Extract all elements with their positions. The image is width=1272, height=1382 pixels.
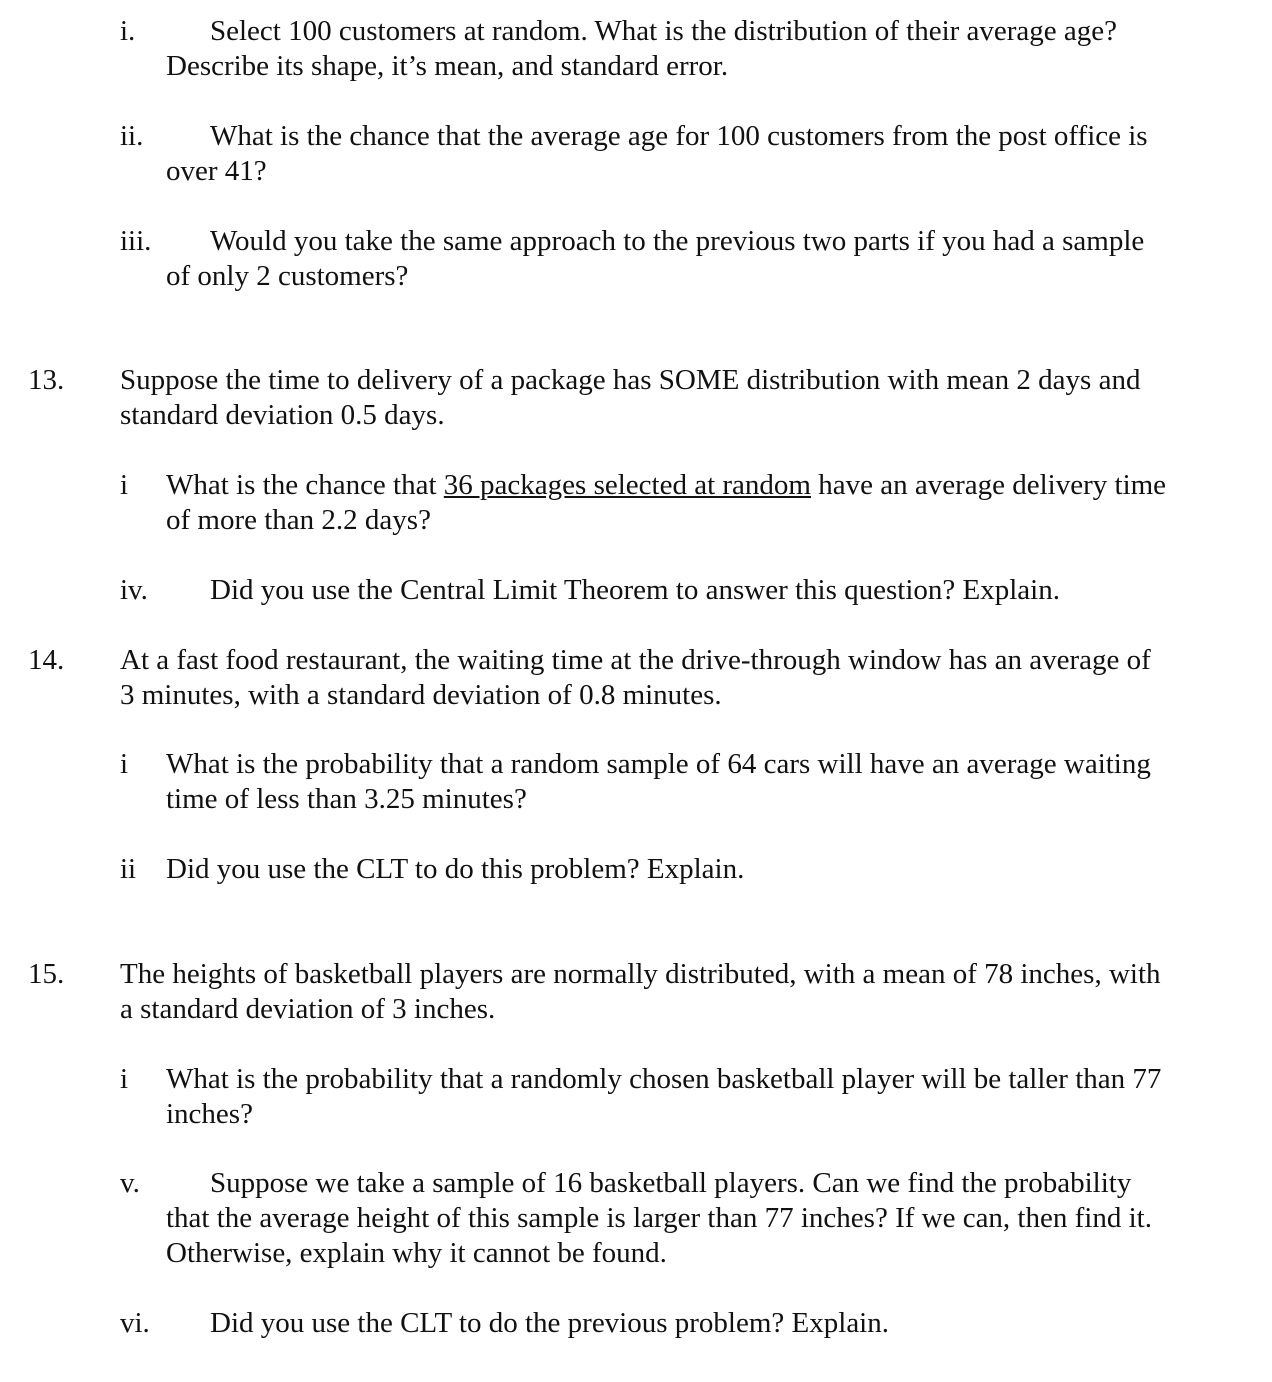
question-14-line1: At a fast food restaurant, the waiting time at the drive-through window has an average of [120, 644, 1151, 676]
part-iii-text-line2: of only 2 customers? [166, 260, 409, 292]
question-13-sub-i-line1-post: have an average delivery time [810, 469, 1167, 501]
question-15-sub-v-line1: Suppose we take a sample of 16 basketball players. Can we find the probability [210, 1167, 1132, 1199]
question-14-sub-i-line1: What is the probability that a random sample of 64 cars will have an average waiting [166, 748, 1151, 780]
question-15-sub-vi-line1: Did you use the CLT to do the previous problem? Explain. [210, 1307, 889, 1339]
question-14-line2: 3 minutes, with a standard deviation of 0.8 minutes. [120, 679, 722, 711]
part-i-text-line1: Select 100 customers at random. What is the distribution of their average age? [210, 15, 1118, 47]
question-15-number: 15. [28, 958, 65, 990]
question-13-sub-i-label: i [120, 469, 129, 501]
part-iii-text-line1: Would you take the same approach to the previous two parts if you had a sample [210, 225, 1145, 257]
question-13-sub-i-line2: of more than 2.2 days? [166, 504, 431, 536]
question-15-sub-v-line2: that the average height of this sample is larger than 77 inches? If we can, then find it. [166, 1202, 1152, 1234]
question-13-sub-i-underlined-phrase: 36 packages selected at random [443, 469, 811, 501]
question-13-sub-i-line1-pre: What is the chance that [166, 469, 444, 501]
question-15-sub-vi-label: vi. [120, 1307, 150, 1339]
question-15-line1: The heights of basketball players are normally distributed, with a mean of 78 inches, with [120, 958, 1161, 990]
question-13-sub-i-line1 [166, 468, 1166, 503]
part-ii-text-line1: What is the chance that the average age for 100 customers from the post office is [210, 120, 1148, 152]
part-ii-text-line2: over 41? [166, 155, 267, 187]
question-14-sub-i-line2: time of less than 3.25 minutes? [166, 783, 527, 815]
question-15-sub-i-line2: inches? [166, 1098, 253, 1130]
part-iii-label: iii. [120, 225, 152, 257]
question-13-sub-iv-line1: Did you use the Central Limit Theorem to answer this question? Explain. [210, 574, 1060, 606]
question-15-sub-v-label: v. [120, 1167, 140, 1199]
question-14-sub-ii-line1: Did you use the CLT to do this problem? Explain. [166, 853, 745, 885]
question-14-sub-i-label: i [120, 748, 129, 780]
question-15-sub-v-line3: Otherwise, explain why it cannot be found. [166, 1237, 667, 1269]
part-i-label: i. [120, 15, 136, 47]
question-15-sub-i-line1: What is the probability that a randomly chosen basketball player will be taller than 77 [166, 1063, 1162, 1095]
question-14-sub-ii-label: ii [120, 853, 137, 885]
question-15-line2: a standard deviation of 3 inches. [120, 993, 496, 1025]
question-13-sub-iv-label: iv. [120, 574, 148, 606]
part-i-text-line2: Describe its shape, it’s mean, and standard error. [166, 50, 729, 82]
question-13-number: 13. [28, 364, 65, 396]
question-13-line1: Suppose the time to delivery of a package has SOME distribution with mean 2 days and [120, 364, 1141, 396]
question-15-sub-i-label: i [120, 1063, 129, 1095]
part-ii-label: ii. [120, 120, 144, 152]
question-14-number: 14. [28, 644, 65, 676]
question-13-line2: standard deviation 0.5 days. [120, 399, 445, 431]
